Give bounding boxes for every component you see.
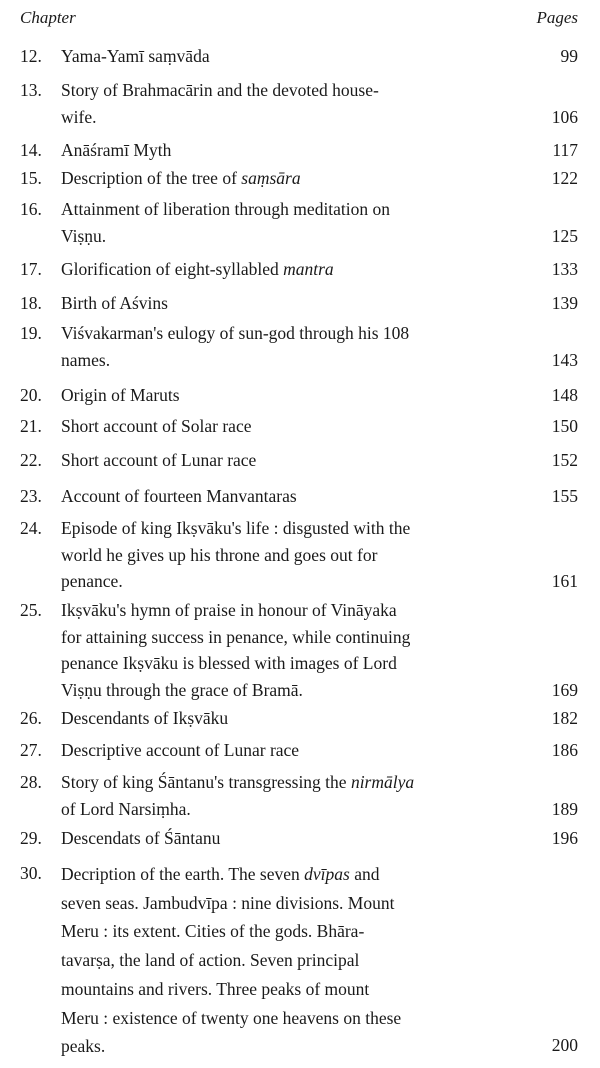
chapter-title-line: Account of fourteen Manvantaras bbox=[61, 486, 297, 506]
page-number: 122 bbox=[551, 168, 578, 188]
pages-column-heading: Pages bbox=[536, 8, 578, 27]
chapter-number: 27. bbox=[20, 740, 42, 760]
chapter-title bbox=[61, 769, 514, 822]
chapter-title-line: peaks. bbox=[61, 1036, 106, 1057]
chapter-title-line: tavarṣa, the land of action. Seven principal bbox=[61, 950, 360, 971]
page-number: 189 bbox=[551, 798, 578, 819]
page-number: 155 bbox=[551, 486, 578, 506]
page-number: 150 bbox=[551, 416, 578, 436]
chapter-title bbox=[61, 705, 514, 732]
chapter-title-line: Short account of Lunar race bbox=[61, 450, 257, 470]
chapter-title bbox=[61, 483, 514, 510]
contents-header bbox=[20, 8, 578, 36]
chapter-title-line: Decription of the earth. The seven dvīpas and bbox=[61, 864, 380, 884]
chapter-title-line: seven seas. Jambudvīpa : nine divisions. Mount bbox=[61, 892, 395, 913]
chapter-number: 19. bbox=[20, 323, 42, 343]
chapter-title bbox=[61, 597, 514, 703]
chapter-title-line: Descendats of Śāntanu bbox=[61, 828, 221, 848]
chapter-number: 18. bbox=[20, 293, 42, 313]
chapter-number: 13. bbox=[20, 80, 42, 100]
page-number: 182 bbox=[551, 708, 578, 728]
chapter-title bbox=[61, 413, 514, 440]
page-number: 139 bbox=[551, 293, 578, 313]
chapter-title-line: penance. bbox=[61, 571, 123, 591]
chapter-title-line: Meru : existence of twenty one heavens on these bbox=[61, 1007, 402, 1028]
chapter-title bbox=[61, 77, 514, 130]
page-number: 106 bbox=[551, 106, 578, 127]
chapter-number: 17. bbox=[20, 259, 42, 279]
chapter-title-line: Glorification of eight-syllabled mantra bbox=[61, 259, 334, 279]
page-number: 152 bbox=[551, 450, 578, 470]
chapter-number: 25. bbox=[20, 600, 42, 620]
chapter-title bbox=[61, 825, 514, 852]
chapter-number: 20. bbox=[20, 385, 42, 405]
chapter-title bbox=[61, 320, 514, 373]
chapter-number: 16. bbox=[20, 199, 42, 219]
chapter-title-line: names. bbox=[61, 349, 111, 370]
page-number: 125 bbox=[551, 225, 578, 246]
chapter-title-line: penance Ikṣvāku is blessed with images of Lord bbox=[61, 653, 397, 673]
chapter-title-line: Short account of Solar race bbox=[61, 416, 252, 436]
chapter-title-line: Meru : its extent. Cities of the gods. Bhāra- bbox=[61, 921, 365, 942]
page-number: 148 bbox=[551, 385, 578, 405]
chapter-title bbox=[61, 43, 514, 70]
chapter-title bbox=[61, 515, 514, 595]
chapter-title-line: wife. bbox=[61, 106, 97, 127]
chapter-number: 29. bbox=[20, 828, 42, 848]
chapter-title-line: Story of king Śāntanu's transgressing the nirmālya bbox=[61, 772, 415, 792]
chapter-title-line: Birth of Aśvins bbox=[61, 293, 168, 313]
chapter-title-line: Anāśramī Myth bbox=[61, 140, 172, 160]
chapter-title-line: Viṣṇu. bbox=[61, 225, 107, 246]
chapter-title-line: Episode of king Ikṣvāku's life : disgusted with the bbox=[61, 518, 411, 538]
chapter-title-line: Attainment of liberation through meditation on bbox=[61, 199, 391, 219]
chapter-title-line: Origin of Maruts bbox=[61, 385, 180, 405]
chapter-title bbox=[61, 165, 514, 192]
chapter-title-line: of Lord Narsiṃha. bbox=[61, 798, 191, 819]
chapter-title-line: Yama-Yamī saṃvāda bbox=[61, 46, 210, 66]
page-number: 161 bbox=[551, 571, 578, 591]
chapter-number: 12. bbox=[20, 46, 42, 66]
chapter-title-line: Descriptive account of Lunar race bbox=[61, 740, 300, 760]
chapter-title bbox=[61, 737, 514, 764]
chapter-title-line: for attaining success in penance, while continuing bbox=[61, 626, 411, 647]
chapter-number: 24. bbox=[20, 518, 42, 538]
page-number: 133 bbox=[551, 259, 578, 279]
chapter-title bbox=[61, 137, 514, 164]
page-number: 169 bbox=[551, 679, 578, 700]
chapter-number: 15. bbox=[20, 168, 42, 188]
chapter-title-line: Ikṣvāku's hymn of praise in honour of Vināyaka bbox=[61, 600, 397, 620]
chapter-title-line: Description of the tree of saṃsāra bbox=[61, 168, 301, 188]
chapter-title bbox=[61, 382, 514, 409]
chapter-title-line: Viśvakarman's eulogy of sun-god through his 108 bbox=[61, 323, 410, 343]
chapter-title-line: world he gives up his throne and goes out for bbox=[61, 544, 378, 565]
page-number: 186 bbox=[551, 740, 578, 760]
page-number: 200 bbox=[551, 1035, 578, 1056]
chapter-title-line: mountains and rivers. Three peaks of mount bbox=[61, 978, 370, 999]
chapter-title bbox=[61, 447, 514, 474]
chapter-title bbox=[61, 860, 514, 1061]
chapter-number: 14. bbox=[20, 140, 42, 160]
chapter-number: 30. bbox=[20, 863, 42, 883]
page-number: 196 bbox=[551, 828, 578, 848]
chapter-title bbox=[61, 290, 514, 317]
chapter-number: 21. bbox=[20, 416, 42, 436]
chapter-number: 23. bbox=[20, 486, 42, 506]
chapter-number: 26. bbox=[20, 708, 42, 728]
chapter-title bbox=[61, 196, 514, 249]
chapter-number: 22. bbox=[20, 450, 42, 470]
chapter-column-heading: Chapter bbox=[20, 8, 76, 27]
chapter-number: 28. bbox=[20, 772, 42, 792]
chapter-title bbox=[61, 256, 514, 283]
chapter-title-line: Story of Brahmacārin and the devoted house- bbox=[61, 80, 379, 100]
chapter-title-line: Viṣṇu through the grace of Bramā. bbox=[61, 679, 303, 700]
page-number: 99 bbox=[560, 46, 578, 66]
page-number: 143 bbox=[551, 349, 578, 370]
chapter-title-line: Descendants of Ikṣvāku bbox=[61, 708, 229, 728]
page-number: 117 bbox=[552, 140, 578, 160]
